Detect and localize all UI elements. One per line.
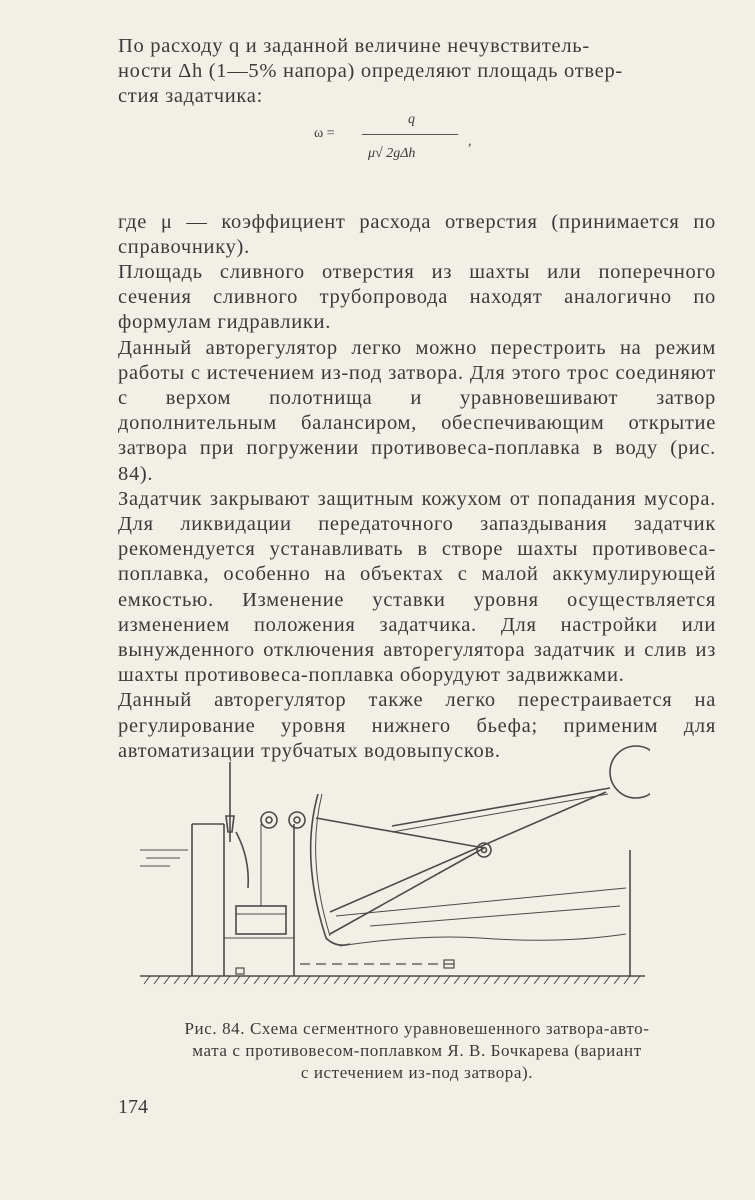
caption-line-1: Рис. 84. Схема сегментного уравновешенного затвора-авто- [184,1019,650,1038]
paragraph-1 [118,34,716,110]
paragraph-4: Данный авторегулятор легко можно перестроить на режим работы с истечением из-под затвора. Для этого трос соединяют с верхом полотнища и уравновешивают затвор дополнительным балансиром, обеспечивающим открытие затвора при погружении противовеса-поплавка в воду (рис. 84). [118,336,716,485]
page-number: 174 [118,1096,148,1118]
figure-caption [118,1018,716,1084]
paragraph-1-line-3: стия задатчика: [118,85,263,108]
caption-line-3: с истечением из-под затвора). [300,1063,534,1082]
paragraph-1-line-1: По расходу q и заданной величине нечувствитель- [118,35,590,57]
formula-lhs: ω = [314,126,335,141]
gate-diagram [140,738,650,1000]
paragraph-5: Задатчик закрывают защитным кожухом от попадания мусора. Для ликвидации передаточного запаздывания задатчик рекомендуется устанавливать в створе шахты противовеса-поплавка, особенно на объектах с малой аккумулирующей емкостью. Изменение уставки уровня осуществляется изменением положения задатчика. Для настройки или вынужденного отключения авторегулятора задатчик и слив из шахты противовеса-поплавка оборудуют задвижками. [118,487,716,687]
gate-arm-upper [316,818,484,848]
paragraph-1-line-2: ности Δh (1—5% напора) определяют площадь отвер- [118,60,623,83]
paragraph-6: Данный авторегулятор также легко перестраивается на регулирование уровня нижнего бьефа; применим для автоматизации трубчатых водовыпусков. [118,689,716,762]
upstream-water [140,850,188,866]
ground-hatching [144,976,640,984]
formula-denominator: μ√ 2gΔh [368,146,416,161]
orifice-area-formula [300,104,500,174]
pulley-1 [261,812,277,828]
pulley-2 [289,812,305,828]
caption-line-2: мата с противовесом-поплавком Я. В. Бочкарева (вариант [192,1041,642,1060]
setter-pipe [236,832,248,888]
formula-numerator: q [408,112,415,127]
paragraph-3: Площадь сливного отверстия из шахты или поперечного сечения сливного трубопровода находят аналогично по формулам гидравлики. [118,261,716,334]
counterweight-float [236,906,286,934]
downstream-water [336,888,626,946]
shaft-drain [236,968,244,974]
paragraph-2: где μ — коэффициент расхода отверстия (принимается по справочнику). [118,210,716,258]
gate-arm-lower [330,848,484,934]
balancer-ball [610,746,650,798]
balancer-arm-upper [392,788,610,826]
formula-comma: , [468,134,472,149]
fraction-bar [362,134,458,135]
